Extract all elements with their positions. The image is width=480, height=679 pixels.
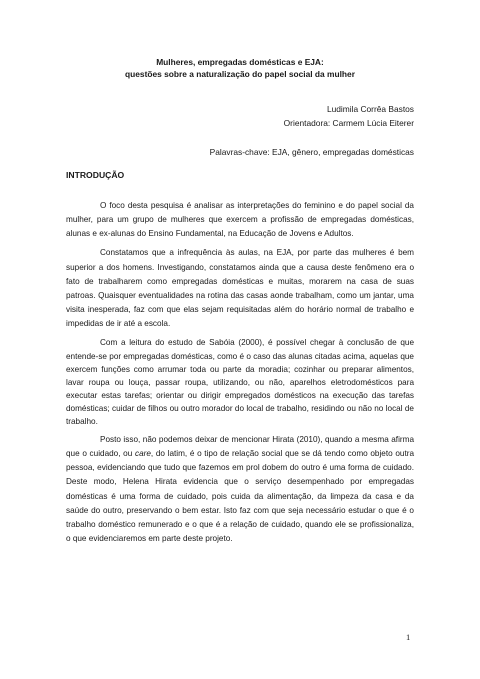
paragraph-4-italic-term: care [134, 449, 151, 459]
section-heading: INTRODUÇÃO [66, 170, 125, 180]
advisor-name: Orientadora: Carmem Lúcia Eiterer [283, 118, 414, 128]
body-text [66, 199, 414, 551]
author-name: Ludimila Corrêa Bastos [326, 104, 414, 114]
paragraph-4-text-start: Posto isso, não podemos deixar de mencionar Hirata (2010), quando a mesma afirma que o cuidado, ou [66, 434, 414, 459]
paragraph-2: Constatamos que a infrequência às aulas, na EJA, por parte das mulheres é bem superior a dos homens. Investigando, constatamos ainda que a causa deste fenômeno era o fato de trabalharem como empregadas domésticas e muitas, morarem na casa de suas patroas. Quaisquer eventualidades na rotina das casas aonde trabalham, como um jantar, uma visita inesperada, faz com que elas sejam requisitadas além do horário normal de trabalho e impedidas de ir até a escola. [66, 248, 414, 329]
paragraph-4 [66, 433, 414, 547]
paragraph-3: Com a leitura do estudo de Sabóia (2000), é possível chegar à conclusão de que entende-se por empregadas domésticas, como é o caso das alunas citadas acima, aquelas que exercem funções como arrumar toda ou parte da moradia; cozinhar ou preparar alimentos, lavar roupa ou louça, passar roupa, utilizando, ou não, aparelhos eletrodomésticos para executar estas tarefas; orientar ou dirigir empregados domésticos na execução das tarefas domésticas; cuidar de filhos ou outro morador do local de trabalho, residindo ou não no local de trabalho. [66, 338, 414, 426]
paper-title-line-2: questões sobre a naturalização do papel social da mulher [125, 69, 355, 79]
keywords-line: Palavras-chave: EJA, gênero, empregadas domésticas [209, 147, 414, 157]
paper-title-line-1: Mulheres, empregadas domésticas e EJA: [156, 57, 324, 67]
page-number: 1 [406, 632, 411, 642]
paragraph-1: O foco desta pesquisa é analisar as interpretações do feminino e do papel social da mulher, para um grupo de mulheres que exercem a profissão de empregadas domésticas, alunas e ex-alunas do Ensino Fundamental, na Educação de Jovens e Adultos. [66, 201, 414, 239]
paragraph-4-text-end: , do latim, é o tipo de relação social que se dá tendo como objeto outra pessoa, evidenciando que tudo que fazemos em prol dobem do outro é uma forma de cuidado. Deste modo, Helena Hirata evidencia que o serviço desempenhado por empregadas domésticas é uma forma de cuidado, pois cuida da alimentação, da limpeza da casa e da saúde do outro, preservando o bem estar. Isto faz com que seja necessário estudar o que é o trabalho doméstico remunerado e o que é a relação de cuidado, quando ele se profissionaliza, o que evidenciaremos em parte deste projeto. [66, 449, 414, 544]
